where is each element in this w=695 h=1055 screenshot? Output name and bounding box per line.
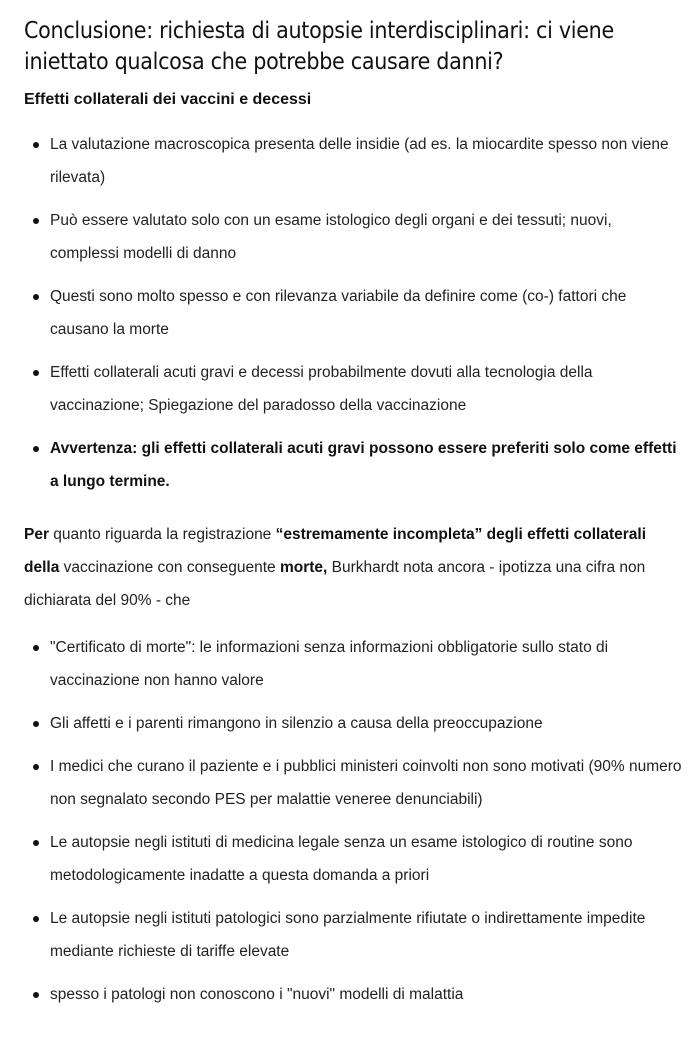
list-item: Questi sono molto spesso e con rilevanza variabile da definire come (co-) fattori che causano la morte xyxy=(24,280,684,346)
list-item: La valutazione macroscopica presenta delle insidie (ad es. la miocardite spesso non viene rilevata) xyxy=(24,128,684,194)
side-effects-list xyxy=(24,128,684,498)
list-item: I medici che curano il paziente e i pubblici ministeri coinvolti non sono motivati (90% numero non segnalato secondo PES per malattie veneree denunciabili) xyxy=(24,750,684,816)
list-item: Le autopsie negli istituti di medicina legale senza un esame istologico di routine sono metodologicamente inadatte a questa domanda a priori xyxy=(24,826,684,892)
underreporting-list xyxy=(24,631,684,1011)
paragraph-bold-death: morte, xyxy=(279,559,328,576)
list-item: Le autopsie negli istituti patologici sono parzialmente rifiutate o indirettamente impedite mediante richieste di tariffe elevate xyxy=(24,902,684,968)
reporting-paragraph xyxy=(24,518,684,617)
paragraph-text: quanto riguarda la registrazione xyxy=(49,526,276,543)
list-item: Effetti collaterali acuti gravi e decessi probabilmente dovuti alla tecnologia della vaccinazione; Spiegazione del paradosso della vaccinazione xyxy=(24,356,684,422)
section-subtitle: Effetti collaterali dei vaccini e decessi xyxy=(24,91,312,108)
list-item: Può essere valutato solo con un esame istologico degli organi e dei tessuti; nuovi, complessi modelli di danno xyxy=(24,204,684,270)
list-item: spesso i patologi non conoscono i "nuovi" modelli di malattia xyxy=(24,978,684,1011)
article xyxy=(24,16,684,1021)
warning-list-item: Avvertenza: gli effetti collaterali acuti gravi possono essere preferiti solo come effetti a lungo termine. xyxy=(24,432,684,498)
paragraph-text: Burkhardt nota ancora - ipotizza una cifra non dichiarata del 90% - che xyxy=(24,559,646,609)
paragraph-text: vaccinazione con conseguente xyxy=(59,559,280,576)
paragraph-bold-lead: Per xyxy=(24,526,49,543)
article-title: Conclusione: richiesta di autopsie interdisciplinari: ci viene iniettato qualcosa che potrebbe causare danni? xyxy=(24,18,614,75)
list-item: "Certificato di morte": le informazioni senza informazioni obbligatorie sullo stato di vaccinazione non hanno valore xyxy=(24,631,684,697)
paragraph-bold-quote: “estremamente incompleta” degli effetti collaterali della xyxy=(24,526,647,576)
list-item: Gli affetti e i parenti rimangono in silenzio a causa della preoccupazione xyxy=(24,707,684,740)
